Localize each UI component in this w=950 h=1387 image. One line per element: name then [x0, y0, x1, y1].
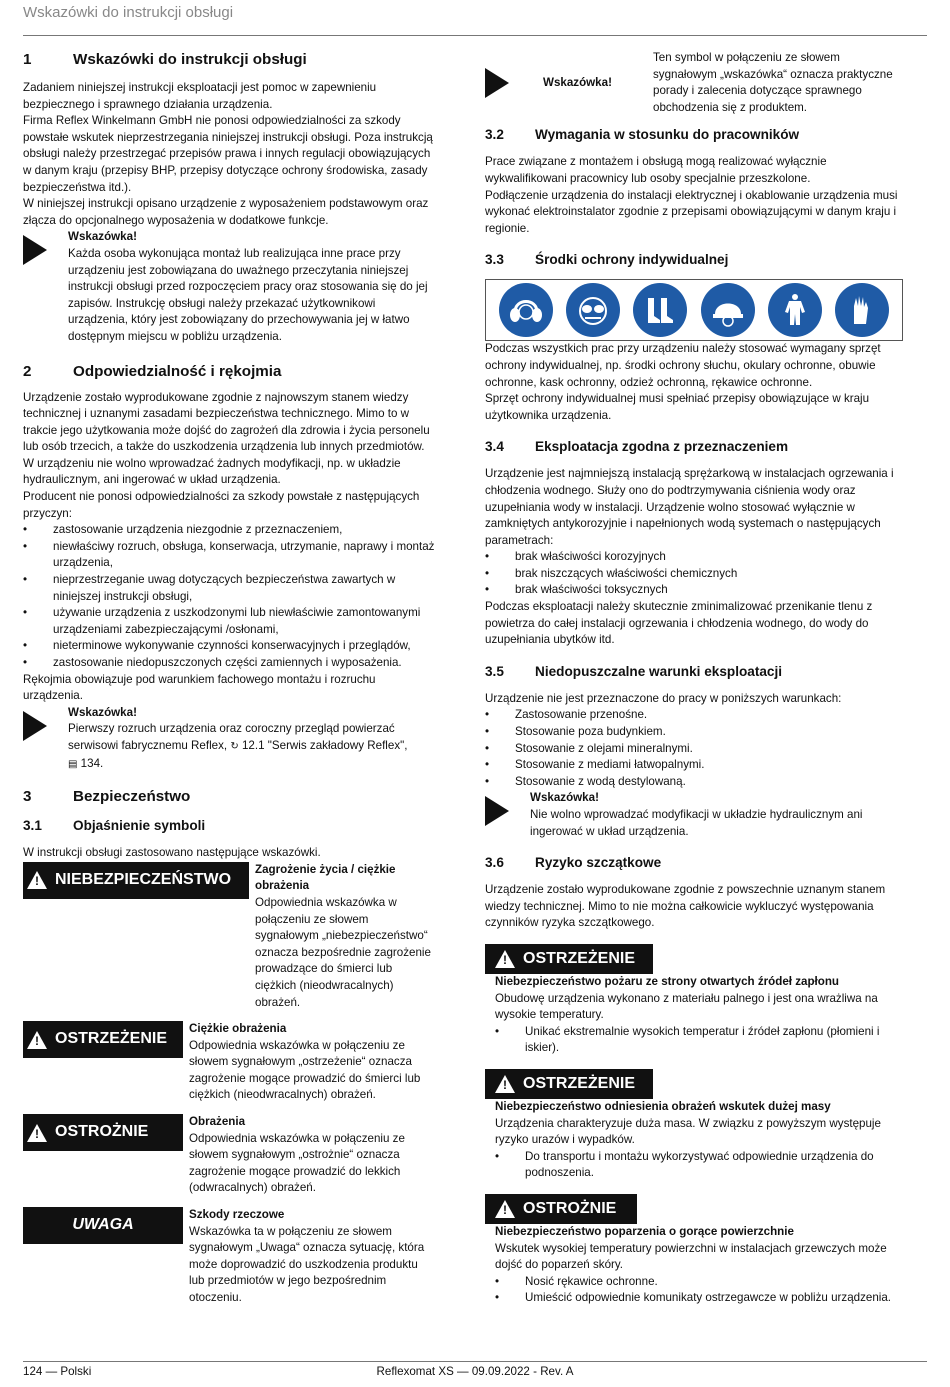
hint-badge-label: Wskazówka!	[543, 75, 612, 89]
section-title: Objaśnienie symboli	[73, 818, 206, 834]
list-item: • Unikać ekstremalnie wysokich temperatur i źródeł zapłonu (płomieni i iskier).	[495, 1024, 903, 1057]
hint-symbol-explanation	[485, 50, 903, 116]
list-item: • Stosowanie z mediami łatwopalnymi.	[485, 757, 903, 774]
warning-title: Niebezpieczeństwo poparzenia o gorące powierzchnie	[495, 1224, 794, 1238]
bullet-list	[485, 549, 903, 599]
coverall-icon	[768, 283, 822, 337]
caution-badge: ! OSTROŻNIE	[485, 1194, 637, 1224]
list-item: • Stosowanie z wodą destylowaną.	[485, 774, 903, 791]
list-item: • zastosowanie niedopuszczonych części zamiennych i wyposażenia.	[23, 655, 435, 672]
warning-triangle-icon: !	[27, 1031, 47, 1049]
goggles-icon	[566, 283, 620, 337]
section-number: 3.1	[23, 818, 42, 834]
page-header-title: Wskazówki do instrukcji obsługi	[23, 4, 234, 21]
note-text: Pierwszy rozruch urządzenia oraz coroczny przegląd powierzać	[68, 722, 395, 736]
document-reference: Reflexomat XS — 09.09.2022 - Rev. A	[376, 1365, 574, 1378]
section-3-2-heading	[485, 126, 903, 144]
section-number: 3.2	[485, 127, 504, 143]
note-arrow-icon	[485, 68, 509, 98]
paragraph: Zadaniem niniejszej instrukcji eksploatacji jest pomoc w zapewnieniu bezpiecznego i sprawnego działania urządzenia.	[23, 81, 377, 111]
note-text: Nie wolno wprowadzać modyfikacji w układzie hydraulicznym ani ingerować w układ urządzenia.	[530, 808, 863, 838]
list-item: • brak niszczących właściwości chemicznych	[485, 566, 903, 583]
list-item: • Nosić rękawice ochronne.	[495, 1274, 903, 1291]
warning-badge: ! OSTRZEŻENIE	[485, 1069, 653, 1099]
right-column	[485, 50, 903, 1307]
signal-word-warning	[23, 1021, 435, 1104]
warning-badge: ! OSTRZEŻENIE	[23, 1021, 183, 1058]
warning-text: Urządzenia charakteryzuje duża masa. W związku z powyższym występuje ryzyko urazów i wypadków.	[495, 1116, 881, 1147]
list-item: • zastosowanie urządzenia niezgodnie z przeznaczeniem,	[23, 522, 435, 539]
boots-icon	[633, 283, 687, 337]
section-3-heading	[23, 787, 435, 807]
signal-word-notice	[23, 1207, 435, 1307]
note-text: Każda osoba wykonująca montaż lub realizująca inne prace przy urządzeniu jest zobowiązana do uważnego przeczytania niniejszej instrukcji obsługi przed rozpoczęciem pracy oraz stosowania się do jej zapisów. Instrukcję obsługi należy przekazać użytkownikowi urządzenia, który jest zobowiązany do przechowywania jej w łatwo dostępnym miejscu w pobliżu urządzenia.	[68, 246, 428, 343]
paragraph: Rękojmia obowiązuje pod warunkiem fachowego montażu i rozruchu urządzenia.	[23, 672, 376, 703]
paragraph: Prace związane z montażem i obsługą mogą realizować wyłącznie wykwalifikowani pracownicy lub osoby specjalnie przeszkolone.	[485, 155, 827, 185]
symbol-title: Zagrożenie życia / ciężkie obrażenia	[255, 862, 396, 893]
warning-title: Niebezpieczeństwo pożaru ze strony otwartych źródeł zapłonu	[495, 974, 840, 988]
note-block	[485, 790, 903, 840]
list-item: • brak właściwości korozyjnych	[485, 549, 903, 566]
symbol-text: Odpowiednia wskazówka w połączeniu ze słowem sygnałowym „niebezpieczeństwo“ oznacza bezpośrednie zagrożenie prowadzące do śmierci lub ciężkich (nieodwracalnych) obrażeń.	[255, 895, 431, 1009]
list-item: • nieterminowe wykonywanie czynności konserwacyjnych i przeglądów,	[23, 638, 435, 655]
note-title: Wskazówka!	[530, 791, 599, 805]
section-title: Odpowiedzialność i rękojmia	[73, 362, 282, 380]
list-item: • Stosowanie poza budynkiem.	[485, 724, 903, 741]
section-title: Ryzyko szczątkowe	[535, 855, 662, 871]
section-3-5-heading	[485, 663, 903, 681]
ppe-pictograms	[485, 279, 903, 341]
warning-triangle-icon: !	[495, 1075, 515, 1093]
warning-title: Niebezpieczeństwo odniesienia obrażeń wskutek dużej masy	[495, 1099, 831, 1113]
bullet-list	[495, 1024, 903, 1057]
paragraph: Urządzenie zostało wyprodukowane zgodnie z powszechnie uznanym stanem wiedzy technicznej. Mimo to nie można całkowicie wykluczyć występowania czynników ryzyka szczątkowego.	[485, 883, 886, 930]
note-arrow-icon	[485, 796, 509, 826]
gloves-icon	[835, 283, 889, 337]
note-arrow-icon	[23, 711, 47, 741]
list-item: • niewłaściwy rozruch, obsługa, konserwacja, utrzymanie, naprawy i montaż urządzenia,	[23, 539, 435, 572]
section-title: Bezpieczeństwo	[73, 788, 191, 806]
section-3-6-heading	[485, 854, 903, 872]
section-1-heading	[23, 50, 435, 70]
list-item: • Zastosowanie przenośne.	[485, 707, 903, 724]
paragraph: Producent nie ponosi odpowiedzialności za szkody powstałe z następujących przyczyn:	[23, 490, 420, 520]
section-number: 3.4	[485, 439, 504, 455]
paragraph: Urządzenie jest najmniejszą instalacją sprężarkową w instalacjach ogrzewania i chłodzenia wodnego. Służy ono do podtrzymywania ciśnienia wody oraz uzupełniania wody w instalacji. Urządzenie wolno stosować wyłącznie w zamkniętych antykorozyjnie i napełnionych wodą systemach o następujących parametrach:	[485, 467, 894, 547]
section-3-1-heading	[23, 817, 435, 835]
bullet-list	[495, 1149, 903, 1182]
residual-risk-warning	[485, 1069, 903, 1182]
warning-triangle-icon: !	[495, 1200, 515, 1218]
list-item: • używanie urządzenia z uszkodzonymi lub niewłaściwie zamontowanymi urządzeniami zabezpieczającymi /osłonami,	[23, 605, 435, 638]
section-number: 2	[23, 362, 32, 380]
notice-badge: UWAGA	[23, 1207, 183, 1244]
bullet-list	[495, 1274, 903, 1307]
symbol-title: Szkody rzeczowe	[189, 1208, 285, 1222]
residual-risk-warning	[485, 944, 903, 1057]
symbol-text: Odpowiednia wskazówka w połączeniu ze słowem sygnałowym „ostrzeżenie“ oznacza zagrożenie mogące prowadzić do śmierci lub ciężkich (nieodwracalnych) obrażeń.	[189, 1038, 421, 1102]
hint-text: Ten symbol w połączeniu ze słowem sygnałowym „wskazówka“ oznacza praktyczne porady i zalecenia dotyczące sprawnego obchodzenia się z produktem.	[653, 51, 893, 114]
section-title: Środki ochrony indywidualnej	[535, 252, 729, 268]
symbol-title: Ciężkie obrażenia	[189, 1022, 287, 1036]
symbol-text: Wskazówka ta w połączeniu ze słowem sygnałowym „Uwaga“ oznacza sytuację, która może doprowadzić do uszkodzenia produktu lub przedmiotów w jego bezpośrednim otoczeniu.	[189, 1224, 425, 1304]
warning-text: Obudowę urządzenia wykonano z materiału palnego i jest ona wrażliwa na wysokie temperatury.	[495, 991, 878, 1022]
residual-risk-caution	[485, 1194, 903, 1307]
list-item: • brak właściwości toksycznych	[485, 582, 903, 599]
paragraph: Podczas eksploatacji należy skutecznie zminimalizować przenikanie tlenu z powietrza do całej instalacji ogrzewania i chłodzenia wodnego, do wody do uzupełniania ubytków itd.	[485, 600, 873, 647]
header-divider	[23, 35, 927, 36]
section-2-heading	[23, 362, 435, 382]
section-title: Niedopuszczalne warunki eksploatacji	[535, 663, 783, 679]
paragraph: Firma Reflex Winkelmann GmbH nie ponosi odpowiedzialności za szkody powstałe wskutek nieprzestrzegania niniejszej instrukcji obsługi. Poza instrukcją obsługi należy przestrzegać przepisów prawa i innych regulacji obowiązujących w danym kraju (przepisy BHP, przepisy dotyczące ochrony środowiska, zasady bezpieczeństwa itd.).	[23, 114, 433, 194]
warning-text: Wskutek wysokiej temperatury powierzchni w instalacjach grzewczych może dojść do poparzeń skóry.	[495, 1241, 887, 1272]
warning-triangle-icon: !	[27, 1124, 47, 1142]
note-arrow-icon	[23, 235, 47, 265]
bullet-list	[485, 707, 903, 790]
bullet-list	[23, 522, 435, 671]
left-column	[23, 50, 435, 1307]
paragraph: Urządzenie nie jest przeznaczone do pracy w poniższych warunkach:	[485, 691, 842, 705]
section-3-4-heading	[485, 438, 903, 456]
ear-protection-icon	[499, 283, 553, 337]
paragraph: W niniejszej instrukcji opisano urządzenie z wyposażeniem podstawowym oraz złącza do opcjonalnego wyposażenia w dodatkowe funkcje.	[23, 197, 429, 227]
list-item: • Umieścić odpowiednie komunikaty ostrzegawcze w pobliżu urządzenia.	[495, 1290, 903, 1307]
note-title: Wskazówka!	[68, 230, 137, 244]
paragraph: W urządzeniu nie wolno wprowadzać żadnych modyfikacji, np. w układzie hydraulicznym, ani ingerować w układ urządzenia.	[23, 456, 401, 487]
helmet-icon	[701, 283, 755, 337]
warning-badge: ! OSTRZEŻENIE	[485, 944, 653, 974]
section-number: 3.3	[485, 252, 504, 268]
section-title: Wymagania w stosunku do pracowników	[535, 127, 800, 143]
paragraph: Podłączenie urządzenia do instalacji elektrycznej i okablowanie urządzenia musi wykonać elektroinstalator zgodnie z przepisami obowiązującymi w danym kraju i regionie.	[485, 188, 898, 235]
note-block	[23, 229, 435, 345]
symbol-title: Obrażenia	[189, 1115, 246, 1129]
section-number: 3.5	[485, 663, 504, 679]
paragraph: W instrukcji obsługi zastosowano następujące wskazówki.	[23, 846, 321, 860]
section-number: 3.6	[485, 855, 504, 871]
paragraph: Podczas wszystkich prac przy urządzeniu należy stosować wymagany sprzęt ochrony indywidualnej, np. środki ochrony słuchu, okulary ochronne, obuwie ochronne, kask ochronny, odzież ochronną, rękawice ochronne.	[485, 342, 881, 389]
page-number: 124 — Polski	[23, 1365, 92, 1378]
symbol-text: Odpowiednia wskazówka w połączeniu ze słowem sygnałowym „ostrożnie“ oznacza zagrożenie mogące prowadzić do lekkich (odwracalnych) obrażeń.	[189, 1131, 405, 1195]
section-title: Wskazówki do instrukcji obsługi	[73, 51, 307, 68]
section-title: Eksploatacja zgodna z przeznaczeniem	[535, 439, 789, 455]
section-number: 3	[23, 788, 32, 806]
note-title: Wskazówka!	[68, 705, 137, 719]
cross-reference-icon: ↻	[230, 740, 239, 752]
danger-badge: ! NIEBEZPIECZEŃSTWO	[23, 862, 249, 899]
paragraph: Urządzenie zostało wyprodukowane zgodnie z najnowszym stanem wiedzy technicznej i uznanymi zasadami bezpieczeństwa technicznego. Mimo to w trakcie jego użytkowania może dojść do zagrożeń dla zdrowia i życia personelu lub osób trzecich, a także do uszkodzenia urządzenia lub innych przedmiotów.	[23, 390, 430, 454]
page-reference-link[interactable]: 134.	[77, 756, 104, 770]
section-3-3-heading	[485, 251, 903, 269]
footer-divider	[23, 1361, 927, 1362]
signal-word-danger	[23, 862, 435, 1011]
cross-reference-link[interactable]: 12.1 "Serwis zakładowy Reflex",	[238, 738, 408, 752]
section-number: 1	[23, 51, 32, 68]
note-block: Wskazówka! Pierwszy rozruch urządzenia oraz coroczny przegląd powierzać serwisowi fabrycznemu Reflex, ↻ 12.1 "Serwis zakładowy Reflex", ▤ 134.	[23, 705, 435, 773]
list-item: • Stosowanie z olejami mineralnymi.	[485, 741, 903, 758]
warning-triangle-icon: !	[27, 871, 47, 889]
list-item: • nieprzestrzeganie uwag dotyczących bezpieczeństwa zawartych w niniejszej instrukcji obsługi,	[23, 572, 435, 605]
page-reference-icon: ▤	[68, 758, 78, 770]
caution-badge: ! OSTROŻNIE	[23, 1114, 183, 1151]
signal-word-caution	[23, 1114, 435, 1197]
list-item: • Do transportu i montażu wykorzystywać odpowiednie urządzenia do podnoszenia.	[495, 1149, 903, 1182]
warning-triangle-icon: !	[495, 950, 515, 968]
paragraph: Sprzęt ochrony indywidualnej musi spełniać przepisy obowiązujące w kraju użytkownika urządzenia.	[485, 392, 870, 422]
